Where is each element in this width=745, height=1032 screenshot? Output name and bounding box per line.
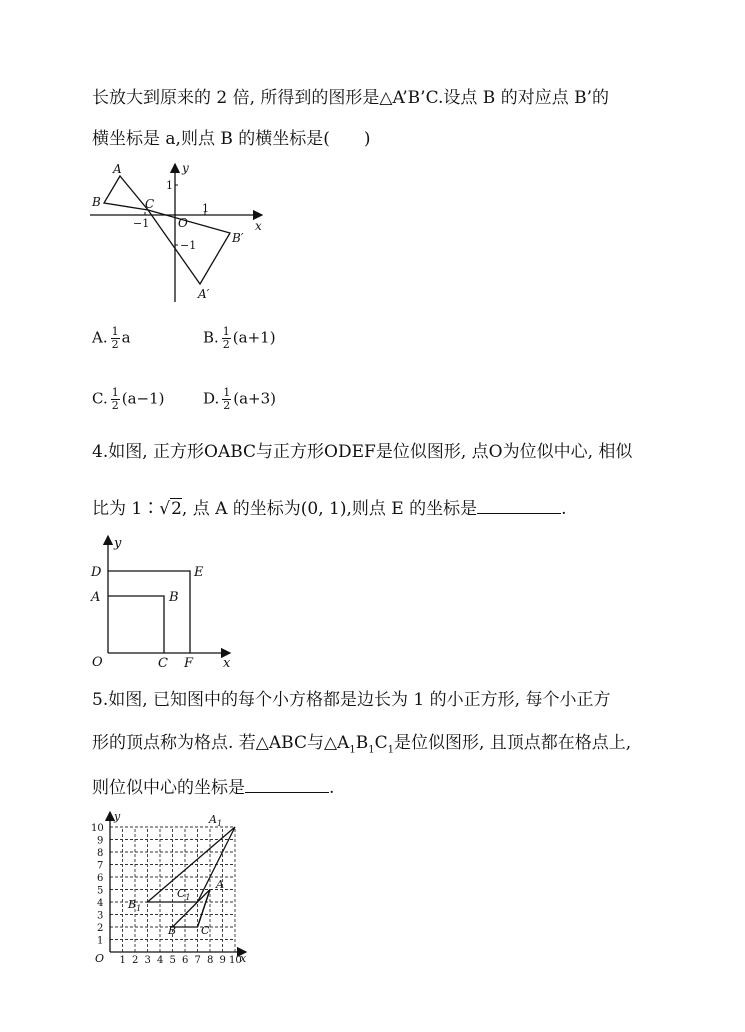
q4-square-odef bbox=[108, 571, 190, 653]
y-tick-label: 4 bbox=[97, 898, 104, 909]
q5-label-c: C bbox=[201, 924, 210, 937]
q4-label-d: D bbox=[91, 565, 102, 580]
q5-label-b: B bbox=[168, 924, 177, 937]
q5-label-b1: $B_1$ bbox=[128, 898, 142, 913]
q3-option-a[interactable]: A. $\frac{1}{2}$ a bbox=[92, 325, 131, 351]
q5-label-a1: $A_1$ bbox=[209, 813, 223, 828]
q5-figure bbox=[88, 810, 258, 965]
q5-label-y: y bbox=[114, 810, 121, 823]
q3-y-label: y bbox=[182, 161, 189, 175]
q5-text-line2: 形的顶点称为格点. 若△ABC与$\triangle A_1B_1C_1$是位似图形, 且顶点都在格点上, bbox=[92, 733, 632, 756]
q3-text-line2: 横坐标是 a,则点 B 的横坐标是( ) bbox=[92, 129, 371, 149]
q4-label-a: A bbox=[91, 590, 101, 605]
x-tick-label: 7 bbox=[194, 955, 201, 966]
x-tick-label: 4 bbox=[157, 955, 164, 966]
y-tick-label: 5 bbox=[97, 885, 104, 897]
q3-label-a: A bbox=[113, 162, 122, 176]
q4-figure bbox=[88, 533, 238, 673]
x-tick-label: 9 bbox=[219, 955, 226, 966]
q3-label-b: B bbox=[92, 195, 101, 209]
q4-answer-blank[interactable] bbox=[477, 495, 561, 514]
y-tick-label: 6 bbox=[97, 873, 104, 884]
q5-label-c1: $C_1$ bbox=[177, 887, 191, 902]
q3-triangle-abc bbox=[104, 176, 148, 210]
q5-label-x: x bbox=[240, 952, 247, 965]
q4-label-y: y bbox=[114, 536, 122, 551]
q4-label-b: B bbox=[169, 590, 179, 605]
x-tick-label: 3 bbox=[144, 955, 151, 966]
x-tick-label: 8 bbox=[207, 955, 214, 966]
q4-label-c: C bbox=[158, 656, 168, 671]
q5-text-line3: 则位似中心的坐标是 . bbox=[92, 774, 334, 799]
x-tick-label: 6 bbox=[182, 955, 189, 966]
q3-option-d[interactable]: D. $\frac{1}{2}$ (a+3) bbox=[203, 386, 277, 412]
q4-text-line2: 比为 1∶√2, 点 A 的坐标为(0, 1),则点 E 的坐标是 . bbox=[92, 495, 567, 520]
y-tick-label: 9 bbox=[97, 835, 104, 847]
q5-text-line1: 5.如图, 已知图中的每个小方格都是边长为 1 的小正方形, 每个小正方 bbox=[92, 690, 611, 710]
q3-figure bbox=[90, 160, 270, 310]
q4-label-x: x bbox=[223, 656, 231, 671]
x-tick-label: 5 bbox=[169, 955, 176, 966]
q3-option-b[interactable]: B. $\frac{1}{2}$ (a+1) bbox=[203, 325, 276, 351]
q4-label-e: E bbox=[194, 565, 204, 580]
q3-text-line1: 长放大到原来的 2 倍, 所得到的图形是△A’B’C.设点 B 的对应点 B’的 bbox=[92, 88, 609, 108]
q3-label-c: C bbox=[145, 197, 155, 211]
y-tick-label: 8 bbox=[97, 848, 104, 859]
q3-tick-y-pos: 1 bbox=[166, 179, 173, 192]
q5-label-a: A bbox=[216, 878, 224, 891]
y-tick-label: 3 bbox=[97, 910, 104, 922]
q3-label-b-prime: B′ bbox=[232, 231, 244, 245]
q4-square-oabc bbox=[108, 596, 164, 653]
sqrt-two: √2 bbox=[159, 499, 182, 519]
q5-label-o: O bbox=[95, 952, 105, 965]
y-tick-label: 1 bbox=[97, 935, 104, 947]
q3-tick-y-neg: −1 bbox=[180, 239, 197, 252]
q3-option-c[interactable]: C. $\frac{1}{2}$ (a−1) bbox=[92, 386, 165, 412]
q3-x-label: x bbox=[255, 219, 262, 233]
q4-label-f: F bbox=[184, 656, 194, 671]
q3-tick-pos: 1 bbox=[202, 202, 209, 215]
y-tick-label: 10 bbox=[91, 823, 104, 834]
x-tick-label: 10 bbox=[229, 955, 242, 966]
x-tick-label: 2 bbox=[132, 955, 139, 966]
q3-origin-label: O bbox=[178, 216, 188, 230]
y-tick-label: 7 bbox=[97, 860, 104, 872]
q5-answer-blank[interactable] bbox=[245, 774, 329, 793]
q4-text-line1: 4.如图, 正方形OABC与正方形ODEF是位似图形, 点O为位似中心, 相似 bbox=[92, 442, 633, 462]
q4-label-o: O bbox=[92, 655, 103, 670]
y-tick-label: 2 bbox=[97, 923, 104, 934]
q3-tick-neg: −1 bbox=[133, 217, 150, 230]
q3-label-a-prime: A′ bbox=[198, 287, 210, 301]
x-tick-label: 1 bbox=[119, 955, 126, 966]
